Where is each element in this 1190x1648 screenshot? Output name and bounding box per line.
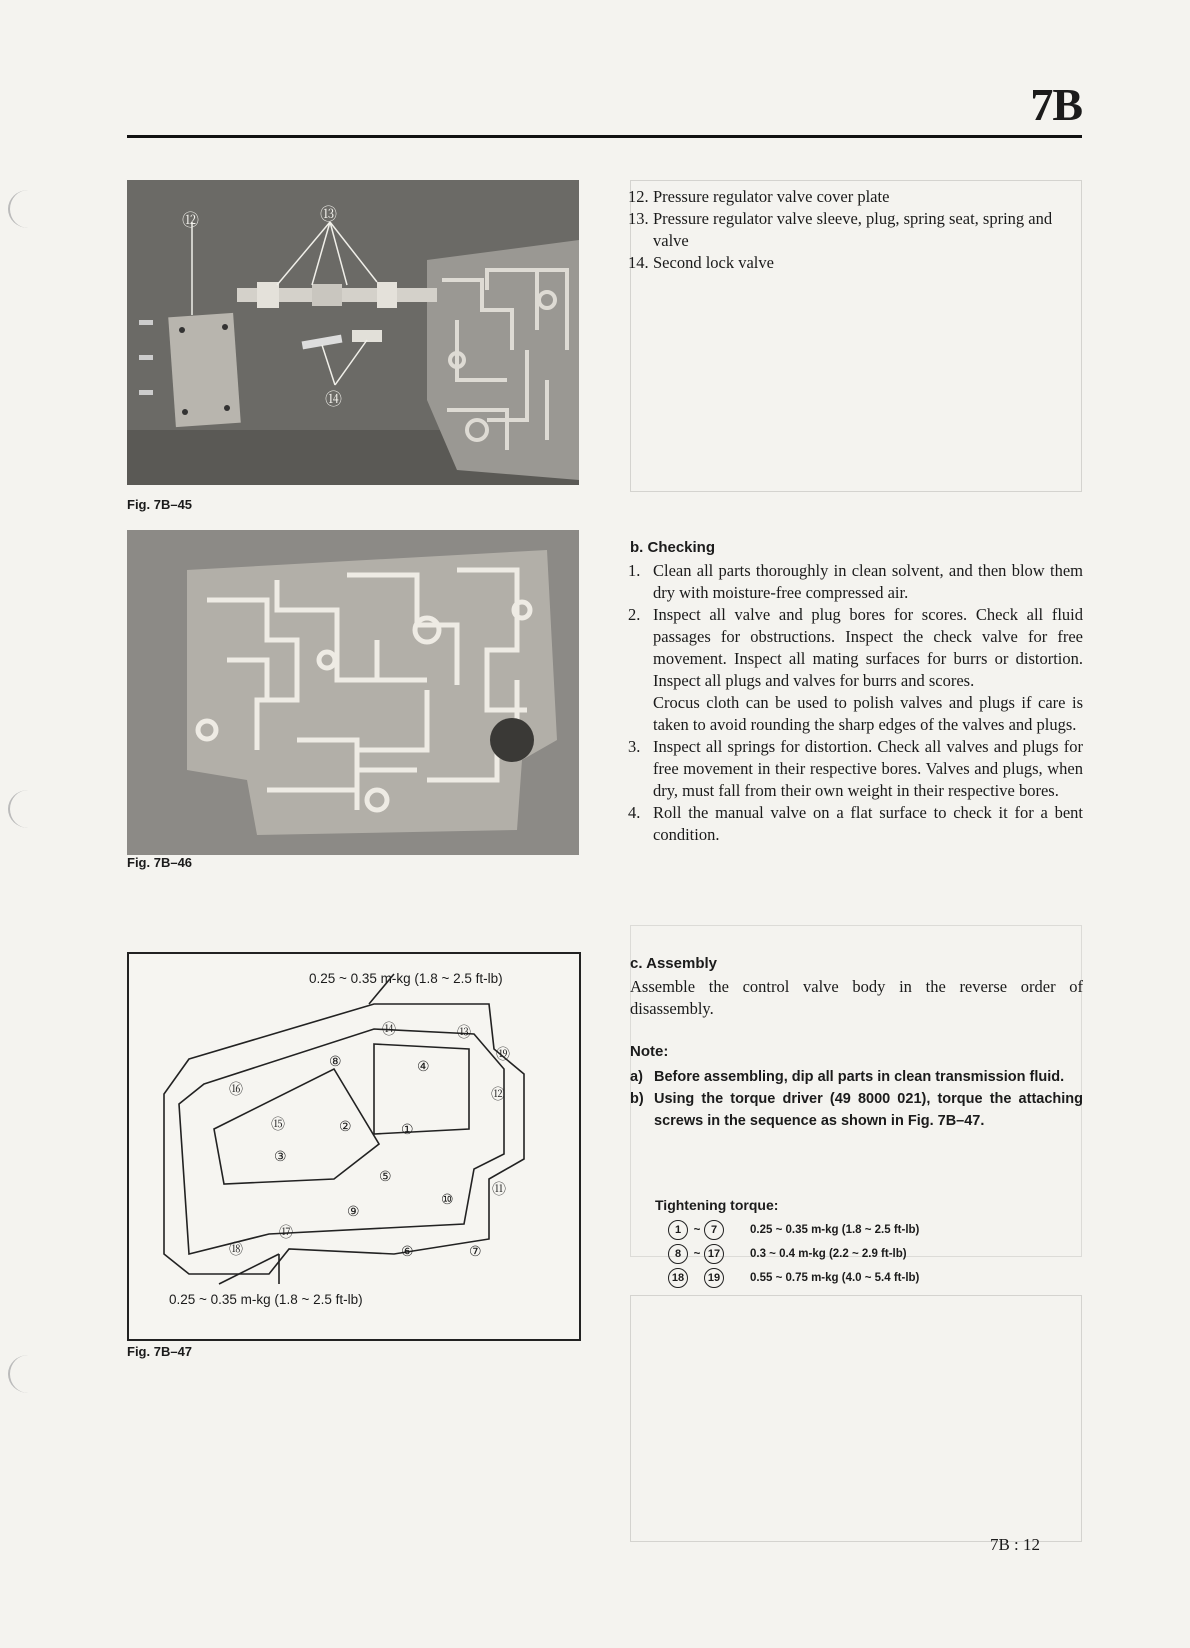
page-number: 7B : 12 [989,1535,1040,1554]
bolt-number: ⑬ [457,1026,471,1041]
bolt-number: ⑫ [491,1088,505,1103]
bolt-number: ⑩ [441,1193,454,1208]
checking-item: 3. Inspect all springs for distortion. Check all valves and plugs for free movement in their respective bores. Valves and plugs, when dry, must fall from their own weight in their respective bores. [628,737,1083,800]
bolt-number: ① [401,1123,414,1138]
section-code: 7B [1030,79,1082,130]
tightening-table [668,1218,919,1290]
binder-hole-mark [8,1355,48,1393]
bolt-number: ⑦ [469,1245,482,1260]
torque-row: 8 ~ 17 0.3 ~ 0.4 m-kg (2.2 ~ 2.9 ft-lb) [668,1242,919,1266]
bolt-range-end: 17 [704,1244,724,1264]
checking-item: 4. Roll the manual valve on a flat surface to check it for a bent condition. [628,803,1083,844]
bolt-number: ⑰ [279,1226,293,1241]
bolt-range-start: 18 [668,1268,688,1288]
note-heading: Note: [630,1043,669,1060]
bolt-number: ⑱ [229,1243,243,1258]
torque-row: 1 ~ 7 0.25 ~ 0.35 m-kg (1.8 ~ 2.5 ft-lb) [668,1218,919,1242]
bolt-range-end: 7 [704,1220,724,1240]
binder-hole-mark [8,190,48,228]
ghost-figure-bottom [630,1295,1082,1542]
callout-13: ⑬ [320,205,337,224]
bolt-number: ⑪ [492,1183,506,1198]
bolt-number: ③ [274,1150,287,1165]
tightening-heading: Tightening torque: [655,1197,779,1213]
parts-list-item: 14. Second lock valve [628,253,774,272]
bolt-number: ⑨ [347,1205,360,1220]
checking-item: 2. Inspect all valve and plug bores for scores. Check all fluid passages for obstructions. Inspect the check valve for free movement. Inspect all mating surfaces for burrs or distortion. Inspect all plugs and valves for burrs and scores. Crocus cloth can be used to polish valves and plugs if care is taken to avoid rounding the sharp edges of the valves and plugs. [628,605,1083,734]
assembly-heading: c. Assembly [630,955,717,972]
note-list [630,1066,1083,1132]
bolt-number: ⑥ [401,1245,414,1260]
bolt-number: ④ [417,1060,430,1075]
checking-item: 1. Clean all parts thoroughly in clean solvent, and then blow them dry with moisture-free compressed air. [628,561,1083,602]
bolt-number: ⑭ [382,1023,396,1038]
torque-bottom-label: 0.25 ~ 0.35 m-kg (1.8 ~ 2.5 ft-lb) [169,1292,363,1307]
parts-list-item: 13. Pressure regulator valve sleeve, plug, spring seat, spring and valve [628,209,1053,250]
assembly-text: Assemble the control valve body in the reverse order of disassembly. [630,977,1083,1018]
bolt-range-start: 1 [668,1220,688,1240]
bolt-number: ⑯ [229,1083,243,1098]
note-item: a) Before assembling, dip all parts in clean transmission fluid. [630,1069,1065,1085]
binder-hole-mark [8,790,48,828]
torque-row [668,1266,919,1290]
bolt-number: ⑮ [271,1118,285,1133]
checking-list [628,560,1083,846]
fig-caption-45: Fig. 7B–45 [127,497,193,512]
fig-caption-46: Fig. 7B–46 [127,855,193,870]
checking-heading: b. Checking [630,539,716,556]
callout-12: ⑫ [182,211,199,230]
note-item: b) Using the torque driver (49 8000 021), torque the attaching screws in the sequence as shown in Fig. 7B–47. [630,1091,1083,1129]
fig-caption-47: Fig. 7B–47 [127,1344,193,1359]
torque-value: 0.55 ~ 0.75 m-kg (4.0 ~ 5.4 ft-lb) [750,1272,920,1284]
bolt-number: ② [339,1120,352,1135]
header-rule [127,135,1082,138]
bolt-number: ⑤ [379,1170,392,1185]
parts-list-item: 12. Pressure regulator valve cover plate [628,187,890,206]
bolt-number: ⑧ [329,1055,342,1070]
parts-list [628,186,1083,274]
photo-valve-body-exploded [127,180,579,485]
bolt-sequence-diagram [127,952,581,1341]
torque-top-label: 0.25 ~ 0.35 m-kg (1.8 ~ 2.5 ft-lb) [309,971,503,986]
callout-14: ⑭ [325,390,342,409]
torque-value: 0.3 ~ 0.4 m-kg (2.2 ~ 2.9 ft-lb) [750,1248,907,1260]
torque-value: 0.25 ~ 0.35 m-kg (1.8 ~ 2.5 ft-lb) [750,1224,920,1236]
bolt-number: ⑲ [496,1048,510,1063]
bolt-range-end: 19 [704,1268,724,1288]
bolt-range-start: 8 [668,1244,688,1264]
photo-valve-body-passages [127,530,579,855]
